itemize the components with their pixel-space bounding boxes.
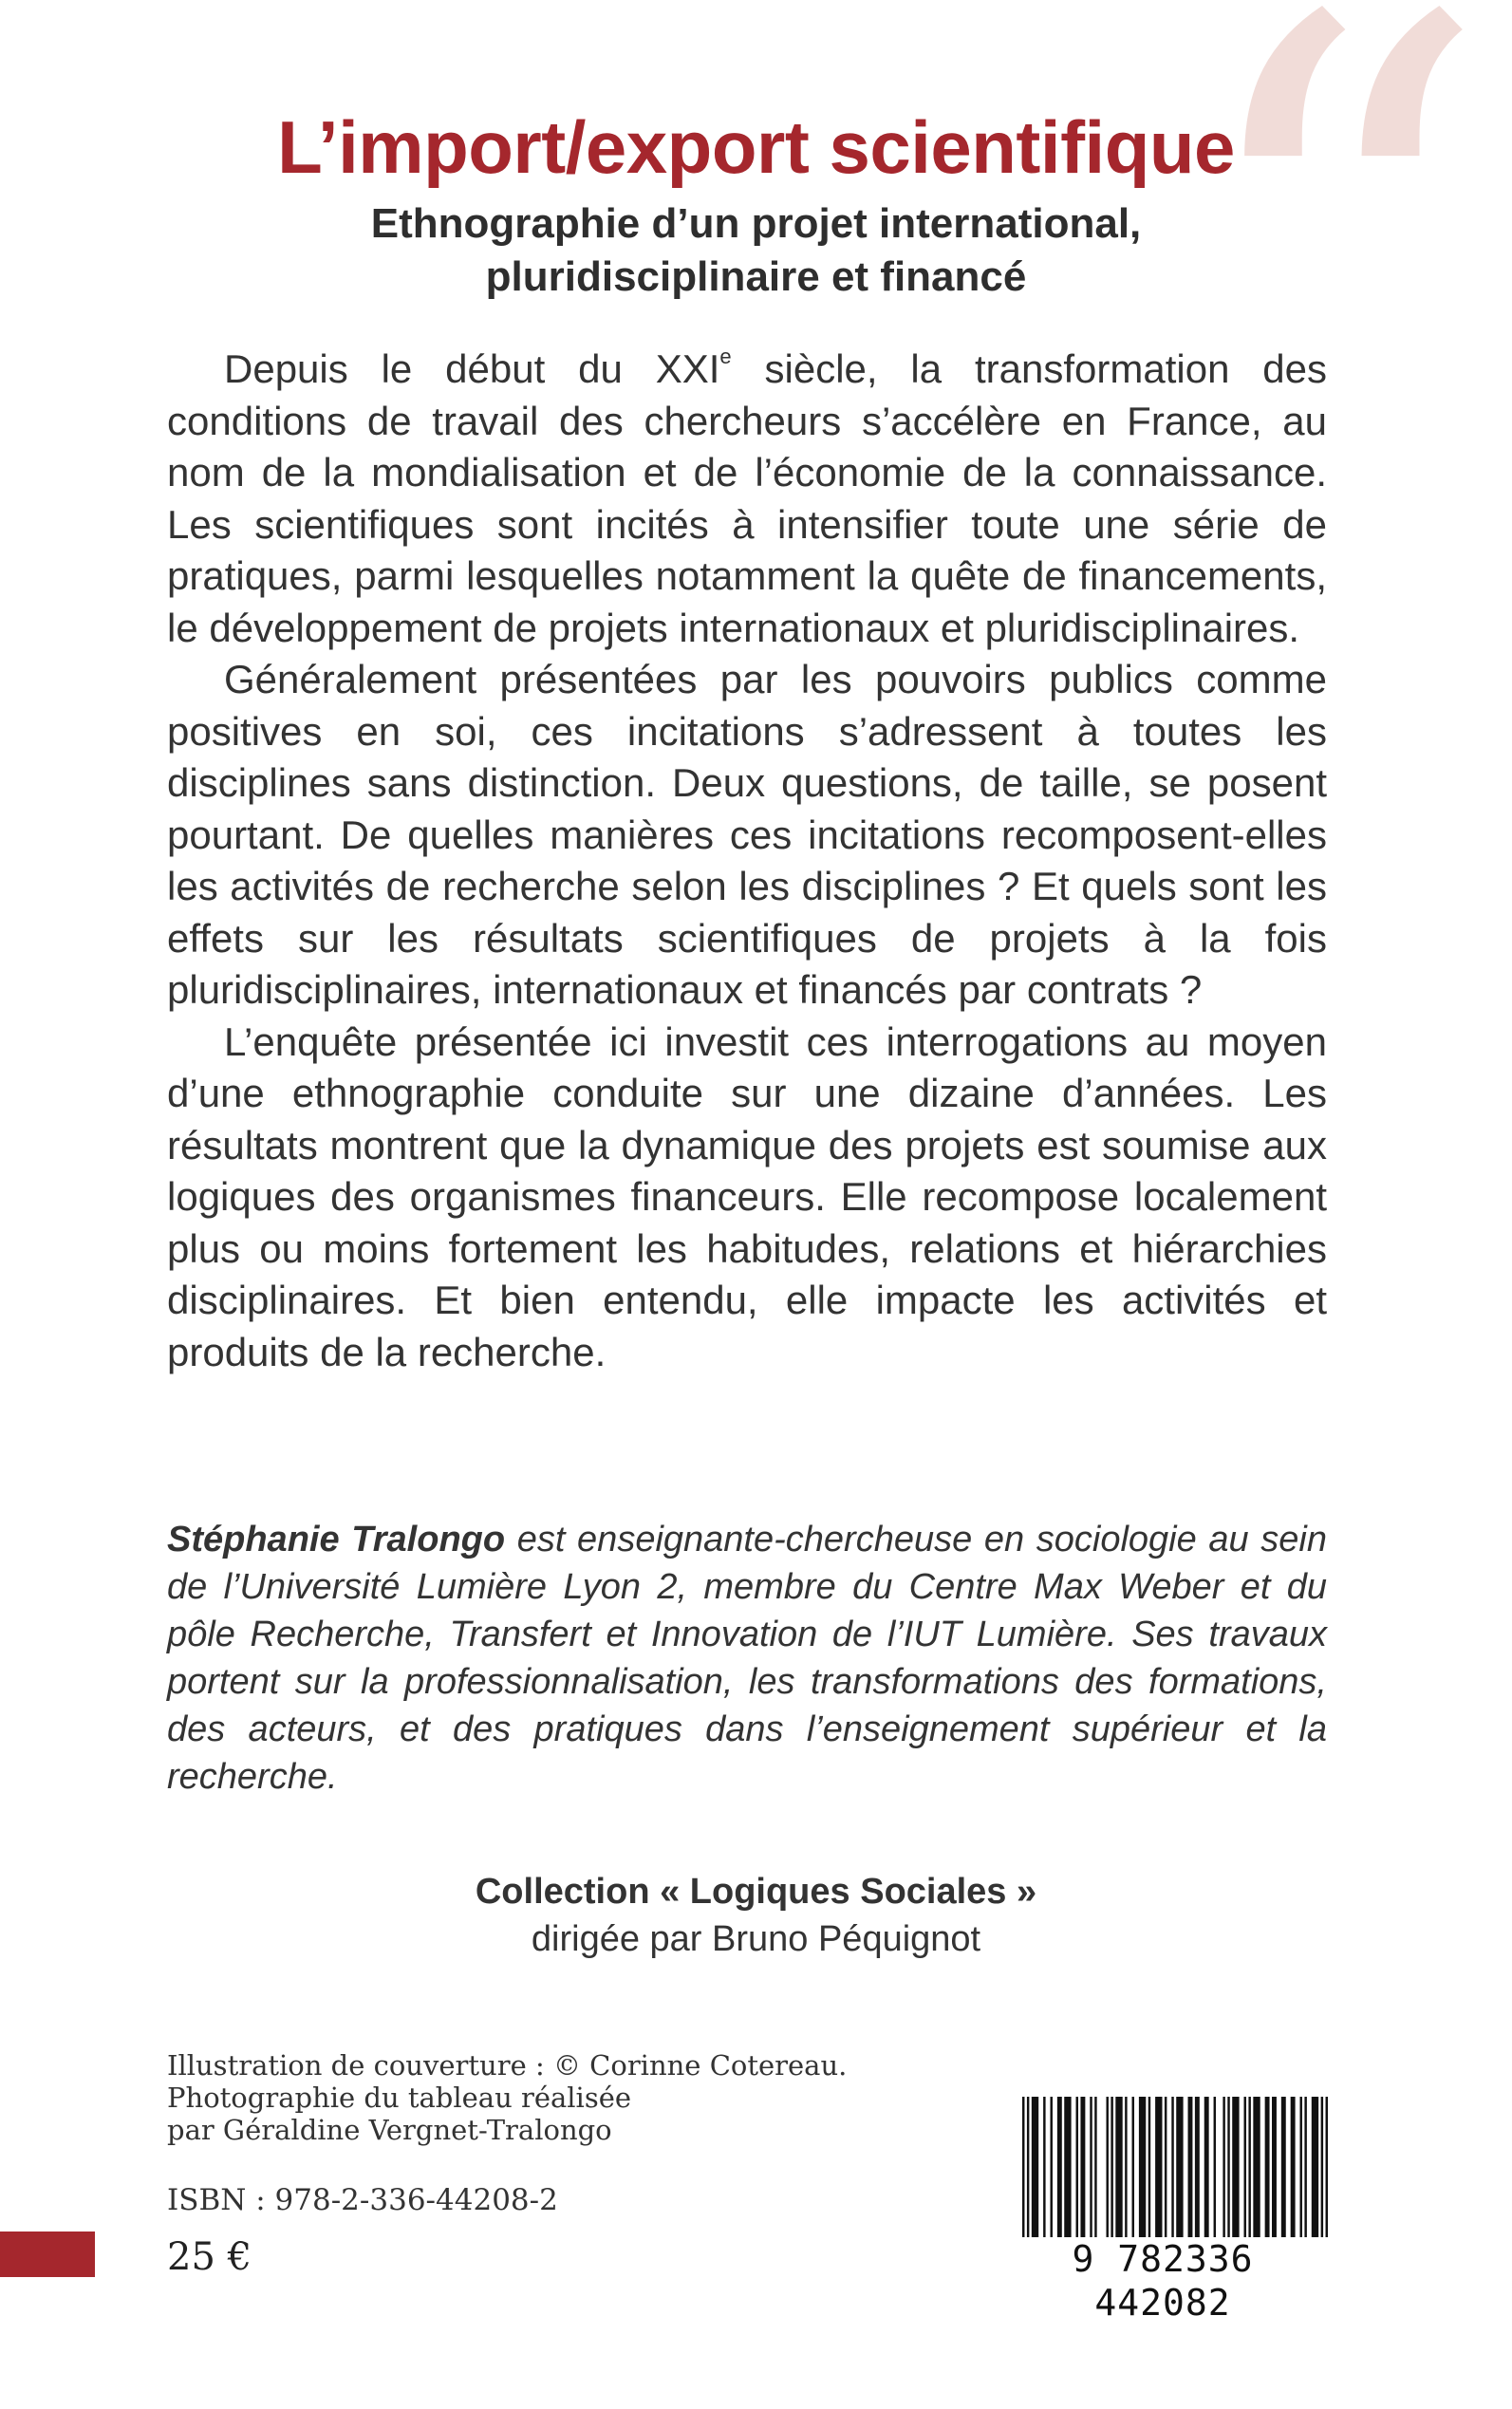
credits-line-3: par Géraldine Vergnet-Tralongo [167,2114,612,2146]
subtitle-line-2: pluridisciplinaire et financé [485,253,1027,300]
blurb [167,344,1327,1378]
collection-name: Collection « Logiques Sociales » [475,1872,1037,1912]
price-label: 25 € [167,2235,252,2279]
collection-info [0,1868,1512,1963]
isbn-label: ISBN : 978-2-336-44208-2 [167,2183,558,2217]
century-superscript: e [719,345,732,368]
book-subtitle [0,197,1512,304]
subtitle-line-1: Ethnographie d’un projet international, [370,200,1142,247]
blurb-paragraph-3: L’enquête présentée ici investit ces interrogations au moyen d’une ethnographie conduite sur une dizaine d’années. Les résultats montrent que la dynamique des projets est soumise aux logiques des organismes financeurs. Elle recompose localement plus ou moins fortement les habitudes, relations et hiérarchies disciplinaires. Et bien entendu, elle impacte les activités et produits de la recherche. [167,1018,1327,1374]
author-bio [167,1516,1327,1801]
accent-tab [0,2232,95,2277]
credits-line-1: Illustration de couverture : © Corinne Cotereau. [167,2049,848,2082]
blurb-paragraph-2: Généralement présentées par les pouvoirs publics comme positives en soi, ces incitations s’adressent à toutes les disciplines sans distinction. Deux questions, de taille, se posent pourtant. De quelles manières ces incitations recomposent-elles les activités de recherche selon les disciplines ? Et quels sont les effets sur les résultats scientifiques de projets à la fois pluridisciplinaires, internationaux et financés par contrats ? [167,657,1327,1012]
credits-line-2: Photographie du tableau réalisée [167,2082,632,2114]
quote-mark-decoration: “ [1182,0,1493,600]
author-bio-text: est enseignante-chercheuse en sociologie au sein de l’Université Lumière Lyon 2, membre du Centre Max Weber et du pôle Recherche, Transfert et Innovation de l’IUT Lumière. Ses travaux portent sur la professionnalisation, les transformations des formations, des acteurs, et des pratiques dans l’enseignement supérieur et la recherche. [167,1520,1327,1797]
p1-end: siècle, la transformation des conditions de travail des chercheurs s’accélère en France, au nom de la mondialisation et de l’économie de la connaissance. Les scientifiques sont incités à intensifier toute une série de pratiques, parmi lesquelles notamment la quête de financements, le développement de projets internationaux et pluridisciplinaires. [167,346,1328,650]
blurb-paragraph-1 [167,344,1327,654]
barcode-digits: 9 782336 442082 [997,2237,1329,2325]
cover-credits [167,2049,926,2146]
p1-start: Depuis le début du XXI [224,346,720,391]
author-name: Stéphanie Tralongo [167,1520,506,1559]
book-title: L’import/export scientifique [277,105,1235,189]
collection-director: dirigée par Bruno Péquignot [531,1919,981,1959]
